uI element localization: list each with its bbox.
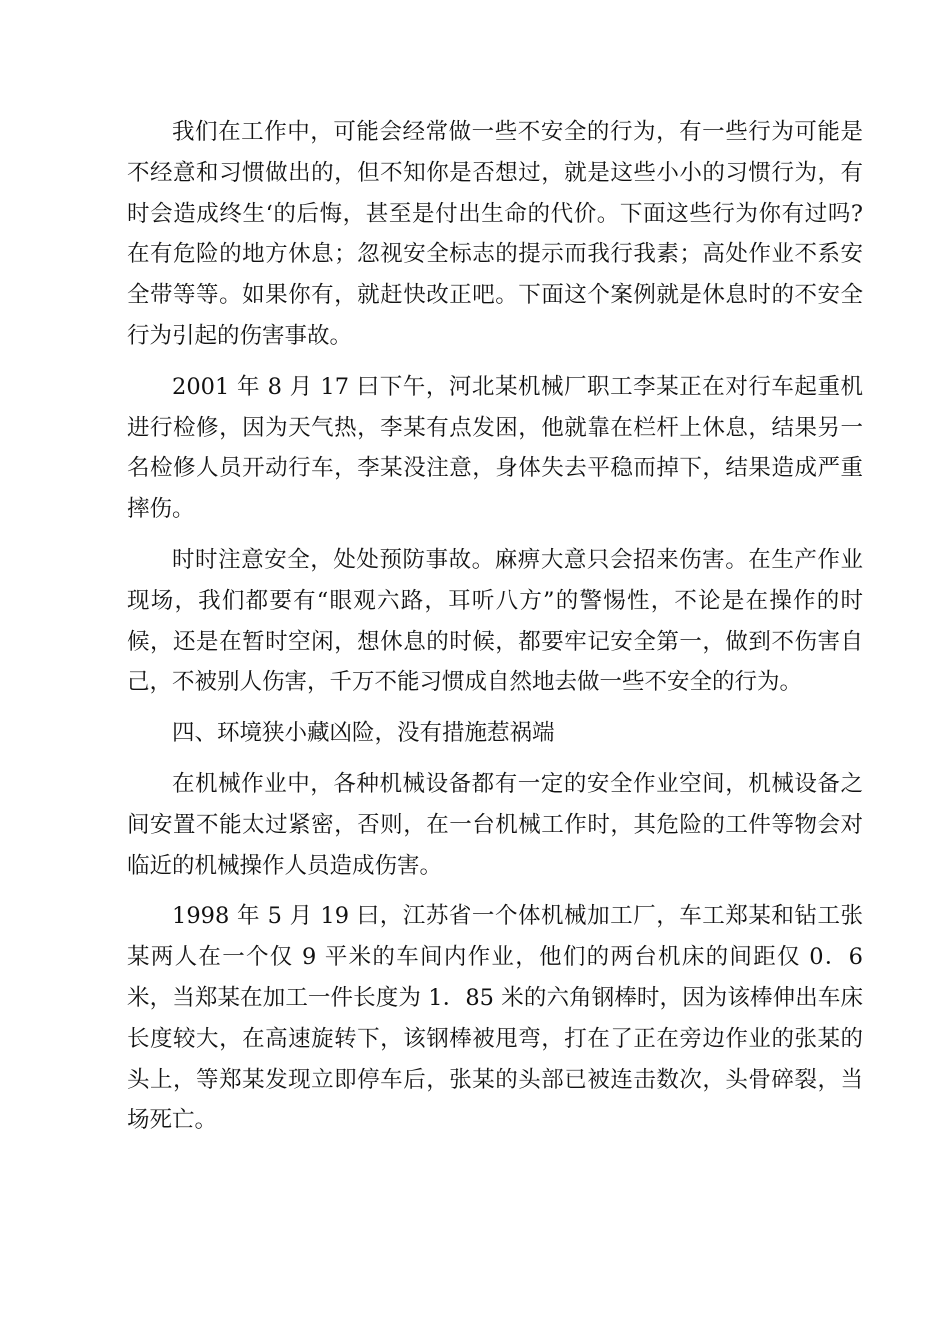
paragraph-safety-advice: 时时注意安全，处处预防事故。麻痹大意只会招来伤害。在生产作业现场，我们都要有“眼观六路，耳听八方”的警惕性，不论是在操作的时候，还是在暂时空闲，想休息的时候，都要牢记安全第一，做到不伤害自己，不被别人伤害，千万不能习惯成自然地去做一些不安全的行为。 (127, 546, 863, 696)
paragraph-case-1998: 1998 年 5 月 19 曰，江苏省一个体机械加工厂，车工郑某和钻工张某两人在一个仅 9 平米的车间内作业，他们的两台机床的间距仅 0．6 米，当郑某在加工一件长度为 1．85 米的六角钢棒时，因为该棒伸出车床长度较大，在高速旋转下，该钢棒被甩弯，打在了正在旁边作业的张某的头上，等郑某发现立即停车后，张某的头部已被连击数次，头骨碎裂，当场死亡。 (127, 903, 863, 1134)
section-heading-four: 四、环境狭小藏凶险，没有措施惹祸端 (172, 720, 555, 747)
paragraph-case-2001: 2001 年 8 月 17 曰下午，河北某机械厂职工李某正在对行车起重机进行检修，因为天气热，李某有点发困，他就靠在栏杆上休息，结果另一名检修人员开动行车，李某没注意，身体失去平稳而掉下，结果造成严重摔伤。 (127, 373, 863, 523)
paragraph-machine-space: 在机械作业中，各种机械设备都有一定的安全作业空间，机械设备之间安置不能太过紧密，否则，在一台机械工作时，其危险的工件等物会对临近的机械操作人员造成伤害。 (127, 770, 863, 879)
document-body (127, 112, 863, 1151)
paragraph-habits-intro: 我们在工作中，可能会经常做一些不安全的行为，有一些行为可能是不经意和习惯做出的，但不知你是否想过，就是这些小小的习惯行为，有时会造成终生‘的后悔，甚至是付出生命的代价。下面这些行为你有过吗?在有危险的地方休息；忽视安全标志的提示而我行我素；高处作业不系安全带等等。如果你有，就赶快改正吧。下面这个案例就是休息时的不安全行为引起的伤害事故。 (127, 119, 863, 349)
